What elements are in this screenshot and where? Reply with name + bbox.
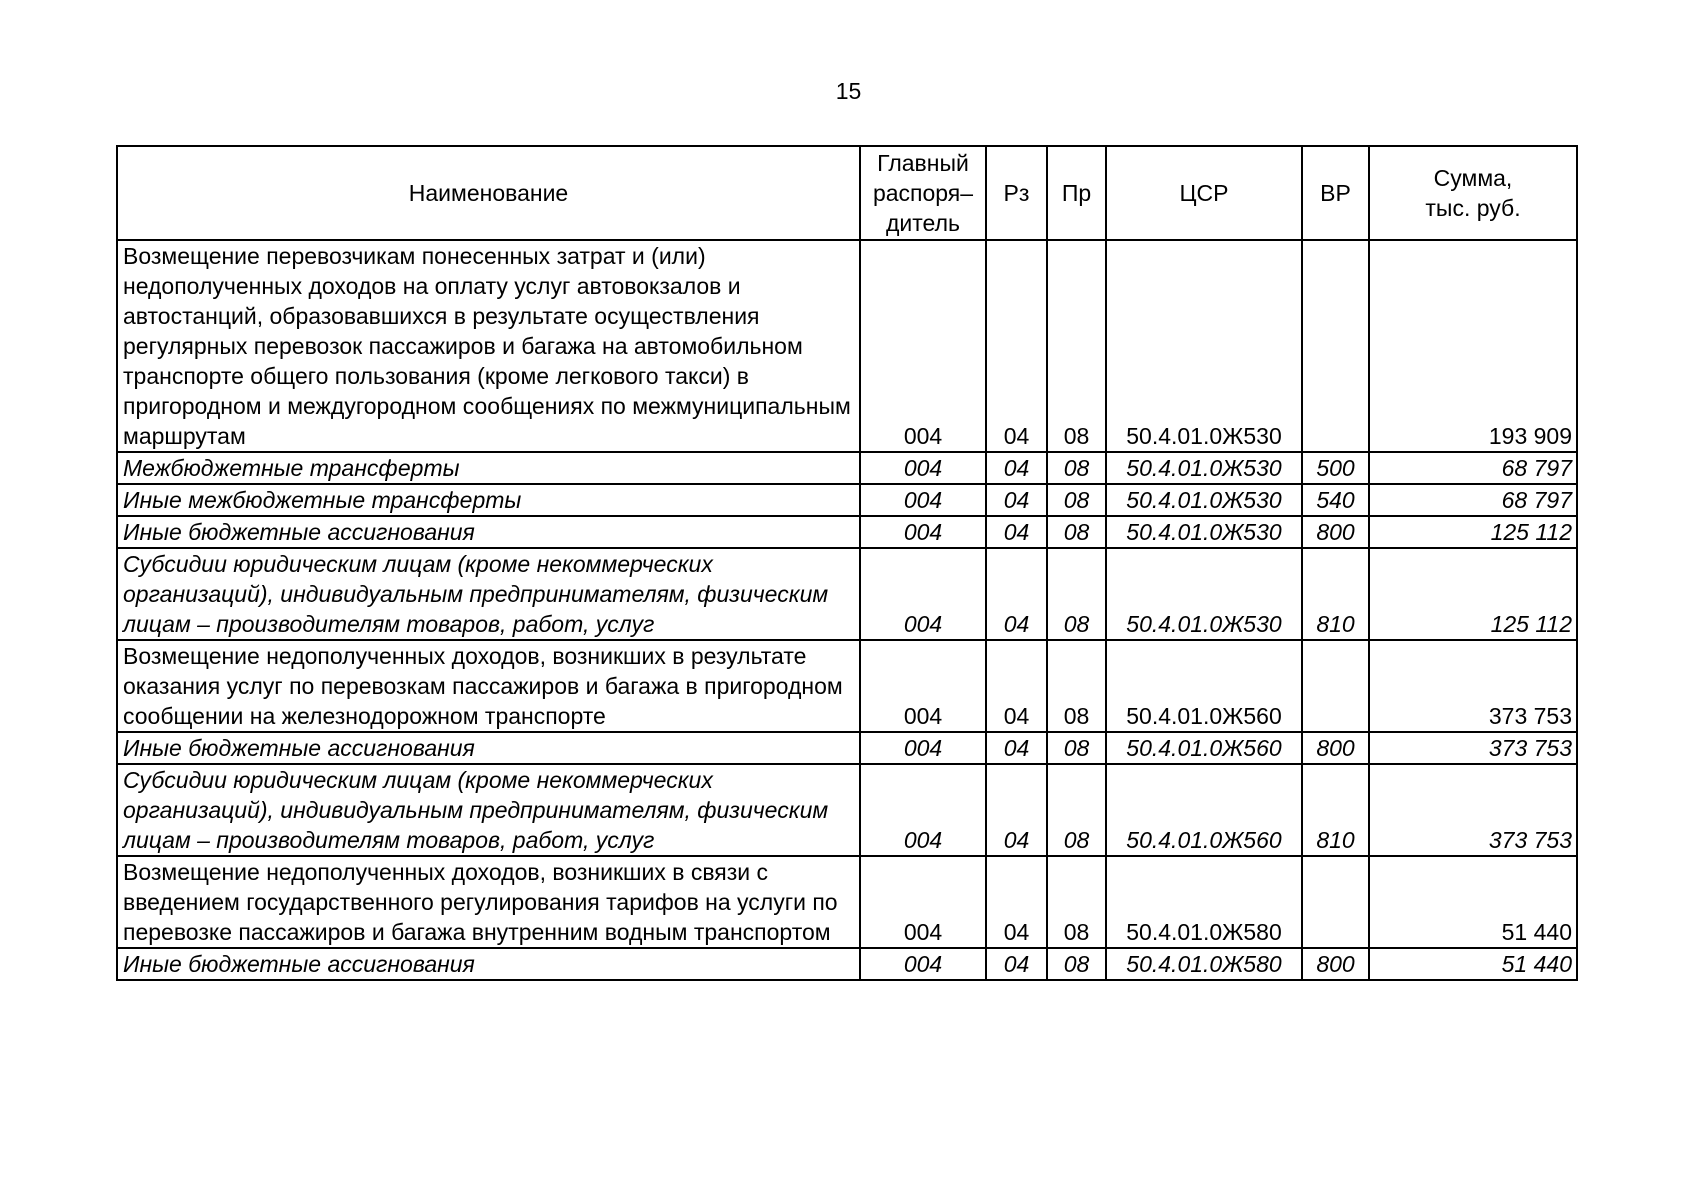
row-csr: 50.4.01.0Ж530 <box>1106 452 1302 484</box>
row-gr: 004 <box>860 452 986 484</box>
row-sum: 125 112 <box>1369 516 1577 548</box>
row-name: Субсидии юридическим лицам (кроме некоммерческих организаций), индивидуальным предпринимателям, физическим лицам – производителям товаров, работ, услуг <box>117 764 860 856</box>
header-csr: ЦСР <box>1106 146 1302 240</box>
row-pr: 08 <box>1047 484 1106 516</box>
table-row <box>117 640 1577 732</box>
row-rz: 04 <box>986 452 1047 484</box>
table-row <box>117 856 1577 948</box>
budget-table <box>116 145 1578 981</box>
row-pr: 08 <box>1047 764 1106 856</box>
row-sum: 51 440 <box>1369 948 1577 980</box>
row-pr: 08 <box>1047 516 1106 548</box>
row-sum: 125 112 <box>1369 548 1577 640</box>
row-csr: 50.4.01.0Ж560 <box>1106 732 1302 764</box>
row-csr: 50.4.01.0Ж560 <box>1106 764 1302 856</box>
header-rz: Рз <box>986 146 1047 240</box>
row-rz: 04 <box>986 516 1047 548</box>
row-gr: 004 <box>860 484 986 516</box>
header-vr: ВР <box>1302 146 1369 240</box>
row-pr: 08 <box>1047 948 1106 980</box>
row-vr: 810 <box>1302 764 1369 856</box>
row-gr: 004 <box>860 856 986 948</box>
row-sum: 68 797 <box>1369 452 1577 484</box>
row-rz: 04 <box>986 240 1047 452</box>
row-pr: 08 <box>1047 240 1106 452</box>
table-row <box>117 240 1577 452</box>
page-number: 15 <box>835 78 862 104</box>
row-name: Возмещение недополученных доходов, возникших в связи с введением государственного регулирования тарифов на услуги по перевозке пассажиров и багажа внутренним водным транспортом <box>117 856 860 948</box>
row-gr: 004 <box>860 640 986 732</box>
row-sum: 373 753 <box>1369 732 1577 764</box>
row-vr: 540 <box>1302 484 1369 516</box>
header-name: Наименование <box>117 146 860 240</box>
table-row <box>117 516 1577 548</box>
row-name: Возмещение перевозчикам понесенных затрат и (или) недополученных доходов на оплату услуг автовокзалов и автостанций, образовавшихся в результате осуществления регулярных перевозок пассажиров и багажа на автомобильном транспорте общего пользования (кроме легкового такси) в пригородном и междугородном сообщениях по межмуниципальным маршрутам <box>117 240 860 452</box>
row-gr: 004 <box>860 240 986 452</box>
row-vr: 500 <box>1302 452 1369 484</box>
table-row <box>117 452 1577 484</box>
table-row <box>117 548 1577 640</box>
row-csr: 50.4.01.0Ж530 <box>1106 516 1302 548</box>
row-csr: 50.4.01.0Ж560 <box>1106 640 1302 732</box>
table-row <box>117 764 1577 856</box>
row-name: Иные бюджетные ассигнования <box>117 516 860 548</box>
row-csr: 50.4.01.0Ж580 <box>1106 856 1302 948</box>
row-vr: 800 <box>1302 732 1369 764</box>
table-header-row <box>117 146 1577 240</box>
row-gr: 004 <box>860 732 986 764</box>
table-row <box>117 732 1577 764</box>
row-rz: 04 <box>986 732 1047 764</box>
row-rz: 04 <box>986 548 1047 640</box>
row-rz: 04 <box>986 856 1047 948</box>
row-vr: 800 <box>1302 948 1369 980</box>
row-name: Возмещение недополученных доходов, возникших в результате оказания услуг по перевозкам пассажиров и багажа в пригородном сообщении на железнодорожном транспорте <box>117 640 860 732</box>
row-vr: 800 <box>1302 516 1369 548</box>
row-pr: 08 <box>1047 640 1106 732</box>
row-csr: 50.4.01.0Ж530 <box>1106 484 1302 516</box>
header-chief-administrator: Главный распоря– дитель <box>860 146 986 240</box>
row-rz: 04 <box>986 764 1047 856</box>
row-name: Межбюджетные трансферты <box>117 452 860 484</box>
row-sum: 193 909 <box>1369 240 1577 452</box>
row-csr: 50.4.01.0Ж530 <box>1106 240 1302 452</box>
row-sum: 373 753 <box>1369 764 1577 856</box>
row-sum: 373 753 <box>1369 640 1577 732</box>
row-vr <box>1302 856 1369 948</box>
row-gr: 004 <box>860 948 986 980</box>
row-sum: 68 797 <box>1369 484 1577 516</box>
row-name: Иные бюджетные ассигнования <box>117 948 860 980</box>
header-pr: Пр <box>1047 146 1106 240</box>
row-csr: 50.4.01.0Ж580 <box>1106 948 1302 980</box>
row-pr: 08 <box>1047 732 1106 764</box>
table-row <box>117 948 1577 980</box>
header-sum: Сумма, тыс. руб. <box>1369 146 1577 240</box>
row-pr: 08 <box>1047 856 1106 948</box>
row-pr: 08 <box>1047 548 1106 640</box>
row-name: Иные бюджетные ассигнования <box>117 732 860 764</box>
row-csr: 50.4.01.0Ж530 <box>1106 548 1302 640</box>
row-vr: 810 <box>1302 548 1369 640</box>
row-pr: 08 <box>1047 452 1106 484</box>
row-rz: 04 <box>986 484 1047 516</box>
row-gr: 004 <box>860 548 986 640</box>
table-row <box>117 484 1577 516</box>
row-rz: 04 <box>986 948 1047 980</box>
row-gr: 004 <box>860 764 986 856</box>
row-name: Субсидии юридическим лицам (кроме некоммерческих организаций), индивидуальным предпринимателям, физическим лицам – производителям товаров, работ, услуг <box>117 548 860 640</box>
row-sum: 51 440 <box>1369 856 1577 948</box>
row-rz: 04 <box>986 640 1047 732</box>
row-vr <box>1302 240 1369 452</box>
row-vr <box>1302 640 1369 732</box>
row-name: Иные межбюджетные трансферты <box>117 484 860 516</box>
row-gr: 004 <box>860 516 986 548</box>
